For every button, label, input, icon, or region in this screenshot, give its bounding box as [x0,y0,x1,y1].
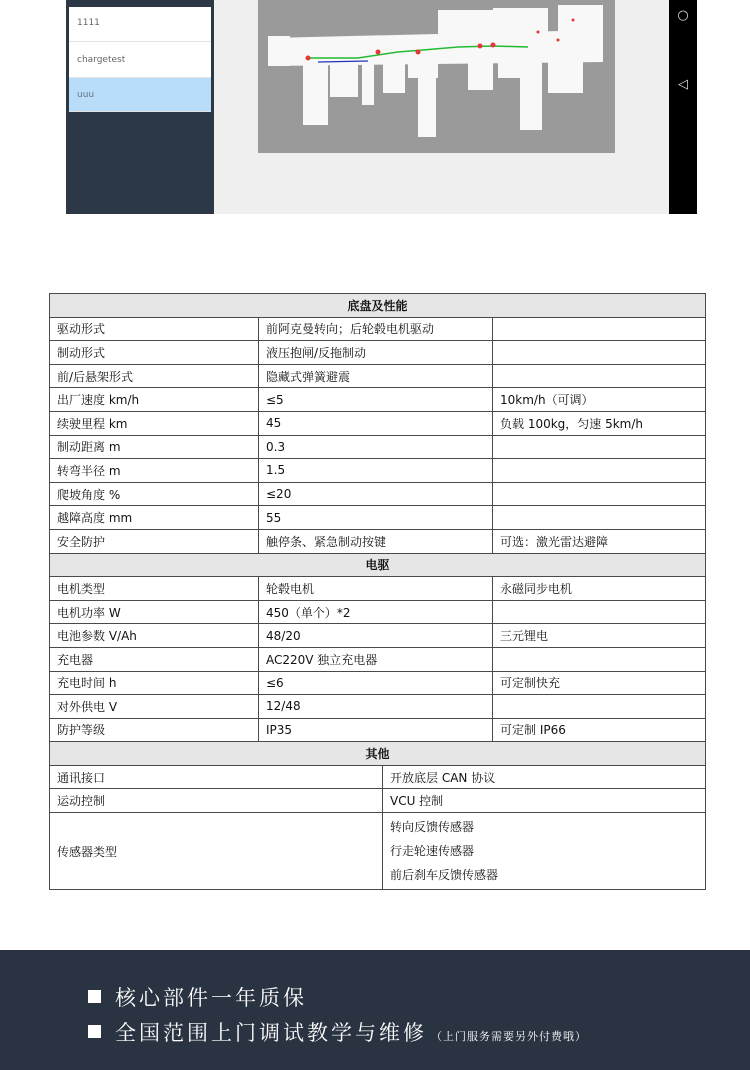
spec-note: 可定制快充 [493,671,706,695]
sensor-item: 转向反馈传感器 [390,820,475,835]
spec-note [493,695,706,719]
spec-note [493,459,706,483]
sensor-item: 前后刹车反馈传感器 [390,868,499,883]
table-row [50,600,706,624]
spec-label: 充电时间 h [50,671,259,695]
spec-label: 驱动形式 [50,317,259,341]
spec-note [493,364,706,388]
spec-value: 0.3 [259,435,493,459]
map-view [214,0,669,214]
spec-note [493,482,706,506]
table-row [50,317,706,341]
map-list-sidebar [66,0,214,214]
warranty-text: 核心部件一年质保 [115,986,307,1010]
table-row [50,647,706,671]
spec-label: 运动控制 [50,789,383,813]
spec-label: 对外供电 V [50,695,259,719]
spec-value: IP35 [259,718,493,742]
service-note: （上门服务需要另外付费哦） [431,1030,587,1043]
list-item[interactable]: 1111 [69,7,211,42]
table-row [50,695,706,719]
spec-label: 防护等级 [50,718,259,742]
table-row [50,506,706,530]
spec-value: 隐藏式弹簧避震 [259,364,493,388]
spec-note [493,600,706,624]
spec-label: 电池参数 V/Ah [50,624,259,648]
spec-label: 转弯半径 m [50,459,259,483]
table-row [50,813,706,890]
service-text: 全国范围上门调试教学与维修 [115,1021,427,1045]
spec-label: 制动距离 m [50,435,259,459]
sensor-item: 行走轮速传感器 [390,844,475,859]
spec-value [383,813,706,890]
spec-note: 负载 100kg，匀速 5km/h [493,411,706,435]
service-line [88,1017,587,1047]
table-row [50,482,706,506]
spec-value: AC220V 独立充电器 [259,647,493,671]
section-header: 其他 [50,742,706,766]
spec-value: 开放底层 CAN 协议 [383,765,706,789]
spec-value: ≤20 [259,482,493,506]
section-header: 底盘及性能 [50,294,706,318]
table-row [50,718,706,742]
spec-value: 前阿克曼转向；后轮毂电机驱动 [259,317,493,341]
spec-note: 可定制 IP66 [493,718,706,742]
spec-label: 电机类型 [50,577,259,601]
square-bullet-icon [88,990,101,1003]
table-row [50,624,706,648]
spec-label: 前/后悬架形式 [50,364,259,388]
table-row [50,341,706,365]
table-row [50,435,706,459]
spec-value: ≤5 [259,388,493,412]
spec-value: 55 [259,506,493,530]
spec-value: 触停条、紧急制动按键 [259,529,493,553]
table-row [50,529,706,553]
back-triangle-icon[interactable]: ◁ [678,77,688,92]
spec-value: 12/48 [259,695,493,719]
spec-value: 48/20 [259,624,493,648]
section-header: 电驱 [50,553,706,577]
spec-note [493,317,706,341]
list-item[interactable]: chargetest [69,42,211,78]
warranty-line [88,982,307,1012]
spec-note [493,341,706,365]
spec-note: 10km/h（可调） [493,388,706,412]
circle-home-icon[interactable]: ○ [677,8,689,23]
spec-label: 越障高度 mm [50,506,259,530]
spec-label: 爬坡角度 % [50,482,259,506]
spec-label: 充电器 [50,647,259,671]
spec-value: 1.5 [259,459,493,483]
table-row [50,765,706,789]
square-bullet-icon [88,1025,101,1038]
table-row [50,411,706,435]
table-row [50,364,706,388]
service-footer [0,950,750,1070]
spec-label: 制动形式 [50,341,259,365]
spec-label: 出厂速度 km/h [50,388,259,412]
spec-value: 液压抱闸/反拖制动 [259,341,493,365]
spec-value: VCU 控制 [383,789,706,813]
android-nav-bar [669,0,697,214]
spec-note [493,435,706,459]
spec-label: 电机功率 W [50,600,259,624]
spec-value: 轮毂电机 [259,577,493,601]
spec-table [49,293,706,890]
spec-label: 续驶里程 km [50,411,259,435]
spec-value: ≤6 [259,671,493,695]
table-row [50,459,706,483]
spec-note: 永磁同步电机 [493,577,706,601]
table-row [50,789,706,813]
table-row [50,577,706,601]
spec-value: 450（单个）*2 [259,600,493,624]
occupancy-map [258,0,615,153]
device-screenshot [66,0,697,214]
spec-note [493,647,706,671]
spec-note [493,506,706,530]
table-row [50,671,706,695]
spec-label: 安全防护 [50,529,259,553]
spec-label: 传感器类型 [50,813,383,890]
spec-note: 可选：激光雷达避障 [493,529,706,553]
spec-note: 三元锂电 [493,624,706,648]
spec-label: 通讯接口 [50,765,383,789]
spec-value: 45 [259,411,493,435]
list-item-selected[interactable]: uuu [69,78,211,112]
table-row [50,388,706,412]
